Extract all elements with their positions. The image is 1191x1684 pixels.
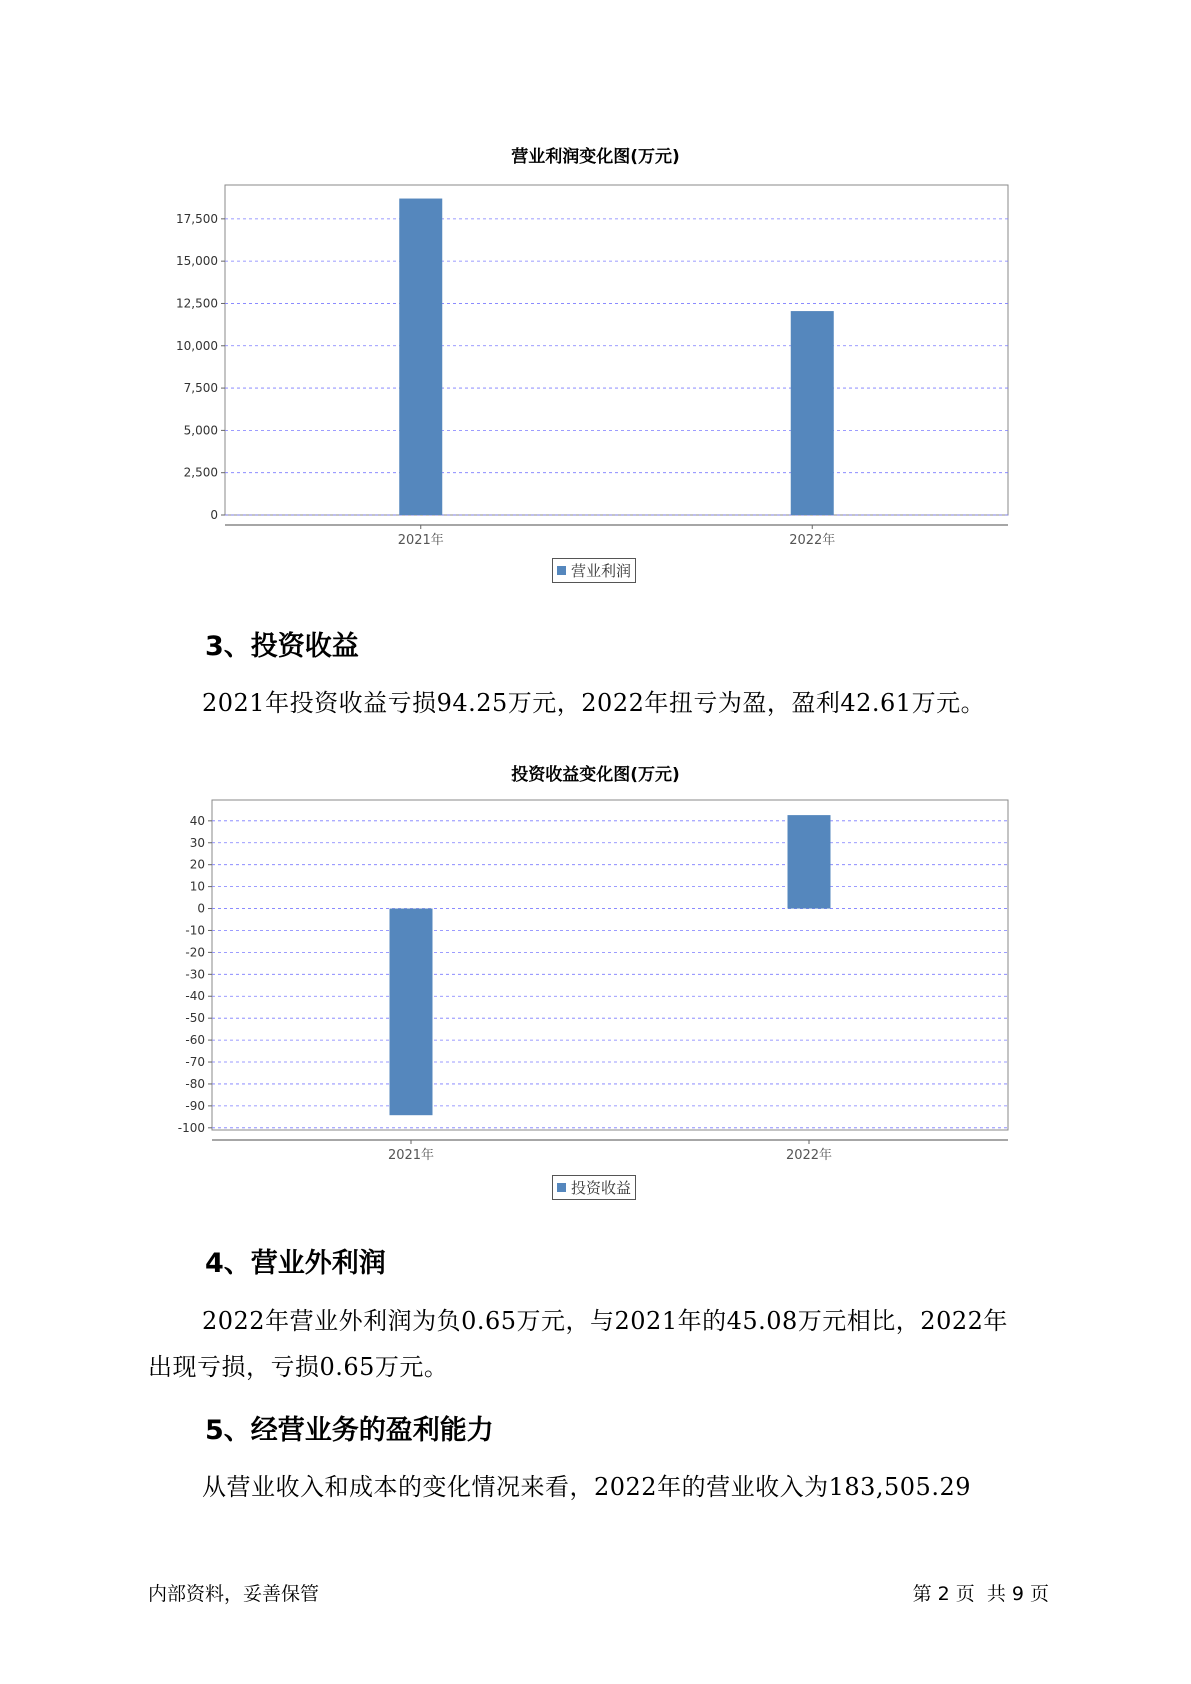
footer-page-number: 第 2 页 共 9 页 bbox=[912, 1583, 1049, 1605]
chart1-ytick-label: 7,500 bbox=[183, 381, 218, 396]
section-5-text: 从营业收入和成本的变化情况来看，2022年的营业收入为183,505.29 bbox=[202, 1473, 971, 1501]
chart2-ytick-label: 30 bbox=[189, 835, 205, 850]
chart1-ytick-label: 12,500 bbox=[176, 296, 218, 311]
footer-confidential: 内部资料，妥善保管 bbox=[148, 1583, 320, 1605]
chart2-plot-area bbox=[212, 800, 1008, 1130]
chart1-ytick-label: 0 bbox=[210, 508, 218, 522]
chart1-legend-label: 营业利润 bbox=[571, 562, 632, 580]
chart2-ytick-label: -60 bbox=[185, 1033, 205, 1048]
section-4-text-line2: 出现亏损，亏损0.65万元。 bbox=[148, 1353, 449, 1381]
chart2-ytick-label: 20 bbox=[189, 857, 205, 872]
chart2-ytick-label: -50 bbox=[185, 1011, 205, 1026]
chart1-ytick-label: 2,500 bbox=[183, 465, 218, 480]
chart2-bar bbox=[390, 909, 433, 1116]
chart2-ytick-label: -70 bbox=[185, 1055, 205, 1070]
chart1-ytick-label: 15,000 bbox=[176, 254, 218, 269]
section-3-text: 2021年投资收益亏损94.25万元，2022年扭亏为盈，盈利42.61万元。 bbox=[202, 689, 986, 717]
chart2-ytick-label: -10 bbox=[185, 923, 205, 938]
chart2-legend-label: 投资收益 bbox=[571, 1179, 632, 1197]
chart2-ytick-label: -20 bbox=[185, 945, 205, 960]
section-4-text-line1: 2022年营业外利润为负0.65万元，与2021年的45.08万元相比，2022年 bbox=[202, 1307, 1008, 1335]
chart1-ytick-label: 17,500 bbox=[176, 211, 218, 226]
section-5-heading: 5、经营业务的盈利能力 bbox=[205, 1415, 494, 1446]
chart2-ytick-label: -80 bbox=[185, 1076, 205, 1091]
chart1-ytick-label: 5,000 bbox=[183, 423, 218, 438]
chart1-xtick-label: 2021年 bbox=[397, 533, 444, 548]
chart1-ytick-label: 10,000 bbox=[176, 338, 218, 353]
chart2-bar bbox=[788, 815, 831, 908]
chart2-ytick-label: 10 bbox=[189, 879, 205, 894]
chart2-ytick-label: -40 bbox=[185, 989, 205, 1004]
chart2-ytick-label: 0 bbox=[197, 901, 205, 916]
chart2-ytick-label: -90 bbox=[185, 1098, 205, 1113]
chart2-ytick-label: -100 bbox=[177, 1120, 205, 1135]
legend-swatch bbox=[557, 1183, 566, 1192]
chart2-xtick-label: 2022年 bbox=[785, 1148, 833, 1163]
chart2-title: 投资收益变化图(万元) bbox=[511, 765, 680, 785]
chart2-ytick-label: -30 bbox=[185, 967, 205, 982]
section-4-heading: 4、营业外利润 bbox=[205, 1248, 386, 1279]
chart2-xtick-label: 2021年 bbox=[387, 1148, 435, 1163]
chart1-title: 营业利润变化图(万元) bbox=[511, 147, 680, 167]
chart2-ytick-label: 40 bbox=[189, 813, 205, 828]
chart1-xtick-label: 2022年 bbox=[789, 533, 836, 548]
section-3-heading: 3、投资收益 bbox=[205, 631, 359, 662]
chart2-legend bbox=[552, 1175, 636, 1200]
